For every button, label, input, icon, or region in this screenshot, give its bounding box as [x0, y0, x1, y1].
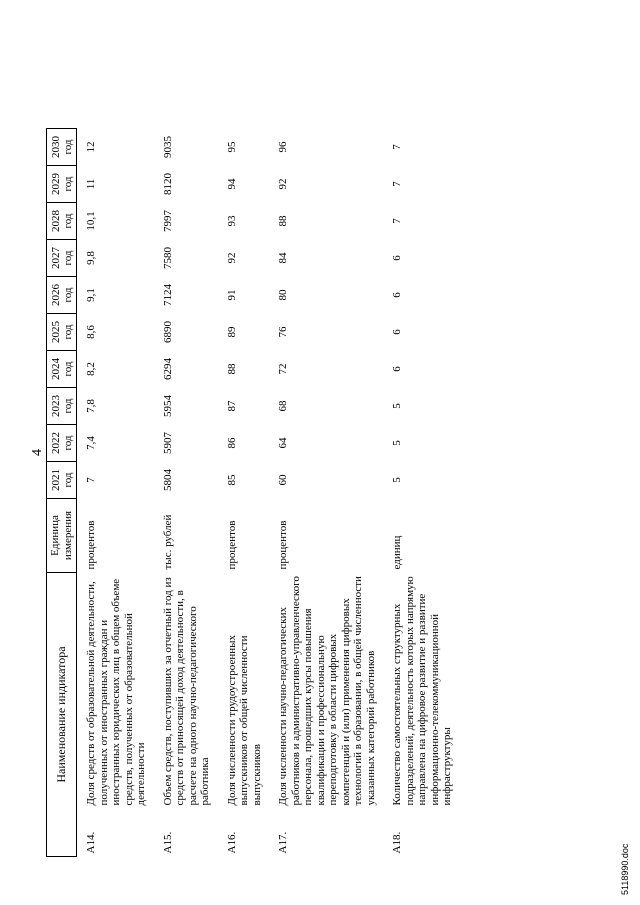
value-cell: 64 — [277, 437, 289, 449]
value-cell: 5 — [391, 440, 403, 446]
header-year: 2021 год — [47, 462, 77, 499]
value-cell: 7 — [391, 181, 403, 187]
value-cell: 80 — [277, 289, 289, 301]
value-cell: 92 — [277, 178, 289, 190]
value-cell: 7,8 — [85, 399, 97, 413]
value-cell: 88 — [225, 363, 238, 375]
value-cell: 8,2 — [85, 362, 97, 376]
indicator-code: А15. — [161, 831, 174, 854]
value-cell: 7,4 — [85, 436, 97, 450]
table-header — [47, 129, 77, 857]
indicator-unit: процентов — [225, 520, 238, 570]
table-row — [275, 129, 389, 857]
value-cell: 89 — [225, 326, 238, 338]
header-year: 2027 год — [47, 240, 77, 277]
value-cell: 95 — [225, 141, 238, 153]
value-cell: 86 — [225, 437, 238, 449]
value-cell: 5 — [391, 477, 403, 483]
value-cell: 96 — [277, 141, 289, 153]
value-cell: 5 — [391, 403, 403, 409]
header-year: 2024 год — [47, 351, 77, 388]
document-footer: 5118990.doc — [620, 843, 630, 895]
value-cell: 11 — [85, 178, 97, 190]
table-row — [224, 129, 276, 857]
value-cell: 7124 — [161, 284, 174, 306]
value-cell: 8,6 — [85, 325, 97, 339]
table-row — [77, 129, 160, 857]
header-year: 2028 год — [47, 203, 77, 240]
value-cell: 5954 — [161, 395, 174, 417]
indicator-unit: процентов — [85, 520, 97, 570]
indicator-name: Доля численности трудоустроенных выпускников от общей численности выпускников — [225, 635, 263, 806]
indicator-name: Объем средств, поступивших за отчетный год из средств от приносящей доход деятельности, в расчете на одного научно-педагогического работника — [161, 577, 211, 806]
value-cell: 9,1 — [85, 288, 97, 302]
value-cell: 6 — [391, 366, 403, 372]
header-year: 2022 год — [47, 425, 77, 462]
value-cell: 6890 — [161, 321, 174, 343]
value-cell: 6 — [391, 255, 403, 261]
indicators-table — [46, 128, 466, 857]
indicator-name: Количество самостоятельных структурных подразделений, деятельность которых напрямую направлена на цифровое развитие и развитие информационно-телекоммуникационной инфраструктуры — [391, 576, 453, 806]
indicator-unit: процентов — [277, 520, 289, 570]
value-cell: 93 — [225, 215, 238, 227]
header-year: 2023 год — [47, 388, 77, 425]
indicator-code: А14. — [85, 831, 97, 854]
value-cell: 6 — [391, 329, 403, 335]
table-body — [77, 129, 466, 857]
value-cell: 88 — [277, 215, 289, 227]
value-cell: 7 — [391, 218, 403, 224]
value-cell: 9,8 — [85, 251, 97, 265]
header-unit: Единица измерения — [47, 499, 77, 573]
value-cell: 10,1 — [85, 211, 97, 231]
value-cell: 5804 — [161, 469, 174, 491]
indicator-unit: единиц — [391, 535, 403, 570]
value-cell: 60 — [277, 474, 289, 486]
indicator-name: Доля численности научно-педагогических работников и административно-управленческого персонала, прошедших курсы повышения квалификации и профессиональную переподготовку в области цифровых компетенций и (или) применения цифровых технологий в образовании, в общей численности указанных категорий работников — [277, 576, 377, 806]
indicator-unit: тыс. рублей — [161, 514, 174, 570]
value-cell: 87 — [225, 400, 238, 412]
header-year: 2030 год — [47, 129, 77, 166]
indicator-name: Доля средств от образовательной деятельности, полученных от иностранных граждан и иностранных юридических лиц в общем объеме средств, полученных от образовательной деятельности — [85, 578, 147, 806]
header-year: 2026 год — [47, 277, 77, 314]
value-cell: 7580 — [161, 247, 174, 269]
value-cell: 6 — [391, 292, 403, 298]
header-year: 2029 год — [47, 166, 77, 203]
table-row — [389, 129, 466, 857]
value-cell: 85 — [225, 474, 238, 486]
value-cell: 7 — [391, 144, 403, 150]
value-cell: 7 — [85, 477, 97, 483]
table-row — [160, 129, 224, 857]
value-cell: 94 — [225, 178, 238, 190]
header-year: 2025 год — [47, 314, 77, 351]
header-row — [47, 129, 77, 857]
value-cell: 6294 — [161, 358, 174, 380]
value-cell: 91 — [225, 289, 238, 301]
value-cell: 72 — [277, 363, 289, 375]
value-cell: 9035 — [161, 136, 174, 158]
value-cell: 76 — [277, 326, 289, 338]
indicator-code: А18. — [391, 831, 403, 854]
value-cell: 5907 — [161, 432, 174, 454]
value-cell: 12 — [85, 141, 97, 153]
value-cell: 84 — [277, 252, 289, 264]
value-cell: 92 — [225, 252, 238, 264]
header-indicator-name: Наименование индикатора — [47, 573, 77, 857]
indicator-code: А17. — [277, 831, 289, 854]
value-cell: 8120 — [161, 173, 174, 195]
value-cell: 68 — [277, 400, 289, 412]
page-number: 4 — [30, 449, 45, 456]
value-cell: 7997 — [161, 210, 174, 232]
indicator-code: А16. — [225, 831, 238, 854]
